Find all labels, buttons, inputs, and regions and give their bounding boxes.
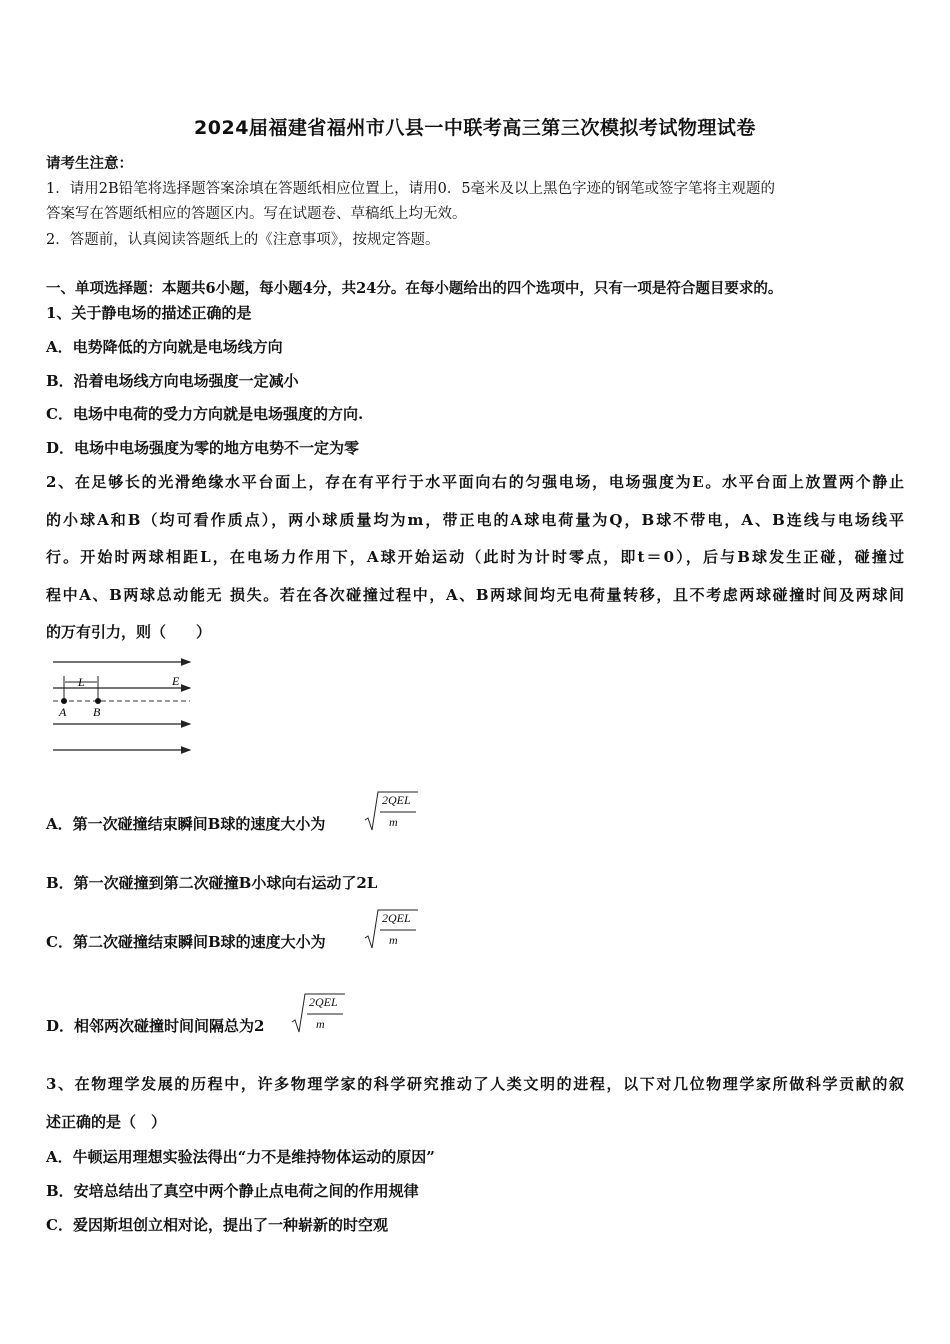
fraction-numerator: 2QEL [382, 911, 411, 925]
q2-option-d: D．相邻两次碰撞时间间隔总为2 [46, 1017, 265, 1035]
label-b: B [93, 705, 101, 719]
q2-stem-line1: 2、在足够长的光滑绝缘水平台面上，存在有平行于水平面向右的匀强电场，电场强度为E。水平台面上放置两个静止 [46, 473, 904, 491]
fraction-denominator: m [389, 933, 398, 947]
q1-option-b: B．沿着电场线方向电场强度一定减小 [46, 372, 299, 390]
label-a: A [59, 705, 67, 719]
ball-a [61, 698, 67, 704]
q1-option-a: A．电势降低的方向就是电场线方向 [46, 338, 283, 356]
fraction-numerator: 2QEL [382, 793, 411, 807]
q1-stem: 1、关于静电场的描述正确的是 [46, 304, 252, 322]
q3-option-c: C．爱因斯坦创立相对论，提出了一种崭新的时空观 [46, 1216, 388, 1234]
label-l: L [78, 675, 85, 689]
q3-option-b: B．安培总结出了真空中两个静止点电荷之间的作用规律 [46, 1182, 419, 1200]
q2-option-b: B．第一次碰撞到第二次碰撞B小球向右运动了2L [46, 874, 378, 892]
fraction-denominator: m [316, 1017, 325, 1031]
fraction-denominator: m [389, 815, 398, 829]
q2-stem-line3: 行。开始时两球相距L，在电场力作用下，A球开始运动（此时为计时零点，即t＝0），后与B球发生正碰，碰撞过 [46, 548, 904, 566]
fraction-numerator: 2QEL [309, 995, 338, 1009]
page-title: 2024届福建省福州市八县一中联考高三第三次模拟考试物理试卷 [194, 117, 756, 139]
notice-2: 2．答题前，认真阅读答题纸上的《注意事项》，按规定答题。 [46, 232, 440, 248]
q1-option-c: C．电场中电荷的受力方向就是电场强度的方向. [46, 405, 364, 423]
q3-stem-line2: 述正确的是（ ） [46, 1113, 167, 1131]
q2-stem-line5: 的万有引力，则（ ） [46, 623, 212, 641]
notice-1a: 1．请用2B铅笔将选择题答案涂填在答题纸相应位置上，请用0．5毫米及以上黑色字迹的钢笔或签字笔将主观题的 [46, 181, 776, 197]
q2-stem-line4: 程中A、B两球总动能无 损失。若在各次碰撞过程中，A、B两球间均无电荷量转移，且不考虑两球碰撞时间及两球间 [46, 586, 904, 604]
notice-header: 请考生注意： [46, 155, 133, 172]
q2-option-c: C．第二次碰撞结束瞬间B球的速度大小为 [46, 933, 326, 951]
q2-option-a: A．第一次碰撞结束瞬间B球的速度大小为 [46, 815, 326, 833]
q3-stem-line1: 3、在物理学发展的历程中，许多物理学家的科学研究推动了人类文明的进程，以下对几位物理学家所做科学贡献的叙 [46, 1075, 904, 1093]
q3-option-a: A．牛顿运用理想实验法得出“力不是维持物体运动的原因” [46, 1148, 435, 1166]
notice-1b: 答案写在答题纸相应的答题区内。写在试题卷、草稿纸上均无效。 [46, 206, 467, 222]
field-diagram [48, 652, 198, 757]
ball-b [95, 698, 101, 704]
q1-option-d: D．电场中电场强度为零的地方电势不一定为零 [46, 439, 360, 457]
q2-stem-line2: 的小球A和B（均可看作质点），两小球质量均为m，带正电的A球电荷量为Q，B球不带电，A、B连线与电场线平 [46, 511, 904, 529]
label-e: E [172, 674, 180, 688]
section-heading: 一、单项选择题：本题共6小题，每小题4分，共24分。在每小题给出的四个选项中，只有一项是符合题目要求的。 [46, 280, 783, 297]
